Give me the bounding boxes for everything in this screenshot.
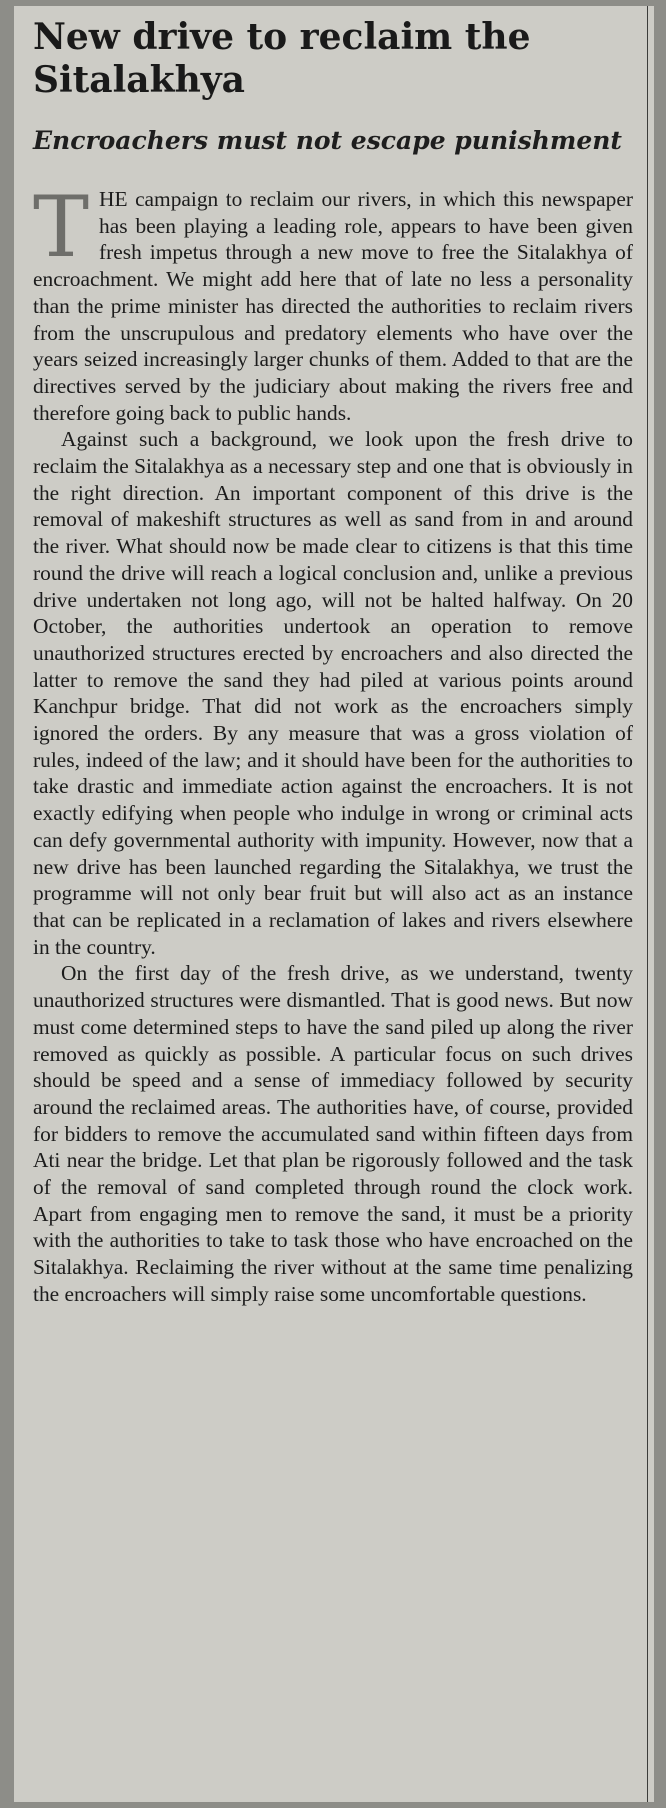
drop-cap: T bbox=[33, 178, 90, 276]
column-rule bbox=[647, 6, 648, 1802]
newspaper-clipping bbox=[14, 6, 654, 1802]
paragraph-1-text: HE campaign to reclaim our rivers, in which this newspaper has been playing a leading role, appears to have been given fresh impetus through a new move to free the Sitalakhya of encroachment. We might add here that of late no less a personality than the prime minister has directed the authorities to reclaim rivers from the unscrupulous and predatory elements who have over the years seized increasingly larger chunks of them. Added to that are the directives served by the judiciary about making the rivers free and therefore going back to public hands. bbox=[33, 187, 633, 425]
paragraph-1 bbox=[33, 178, 633, 426]
subheadline: Encroachers must not escape punishment bbox=[33, 126, 622, 155]
article-body bbox=[33, 178, 633, 1308]
headline: New drive to reclaim the Sitalakhya bbox=[33, 16, 531, 101]
paragraph-3: On the first day of the fresh drive, as we understand, twenty unauthorized structures were dismantled. That is good news. But now must come determined steps to have the sand piled up along the river removed as quickly as possible. A particular focus on such drives should be speed and a sense of immediacy followed by security around the reclaimed areas. The authorities have, of course, provided for bidders to remove the accumulated sand within fifteen days from Ati near the bridge. Let that plan be rigorously followed and the task of the removal of sand completed through round the clock work. Apart from engaging men to remove the sand, it must be a priority with the authorities to take to task those who have encroached on the Sitalakhya. Reclaiming the river without at the same time penalizing the encroachers will simply raise some uncomfortable questions. bbox=[33, 961, 633, 1306]
paragraph-2: Against such a background, we look upon the fresh drive to reclaim the Sitalakhya as a necessary step and one that is obviously in the right direction. An important component of this drive is the removal of makeshift structures as well as sand from in and around the river. What should now be made clear to citizens is that this time round the drive will reach a logical conclusion and, unlike a previous drive undertaken not long ago, will not be halted halfway. On 20 October, the authorities undertook an operation to remove unauthorized structures erected by encroachers and also directed the latter to remove the sand they had piled at various points around Kanchpur bridge. That did not work as the encroachers simply ignored the orders. By any measure that was a gross violation of rules, indeed of the law; and it should have been for the authorities to take drastic and immediate action against the encroachers. It is not exactly edifying when people who indulge in wrong or criminal acts can defy governmental authority with impunity. However, now that a new drive has been launched regarding the Sitalakhya, we trust the programme will not only bear fruit but will also act as an instance that can be replicated in a reclamation of lakes and rivers elsewhere in the country. bbox=[33, 427, 633, 959]
